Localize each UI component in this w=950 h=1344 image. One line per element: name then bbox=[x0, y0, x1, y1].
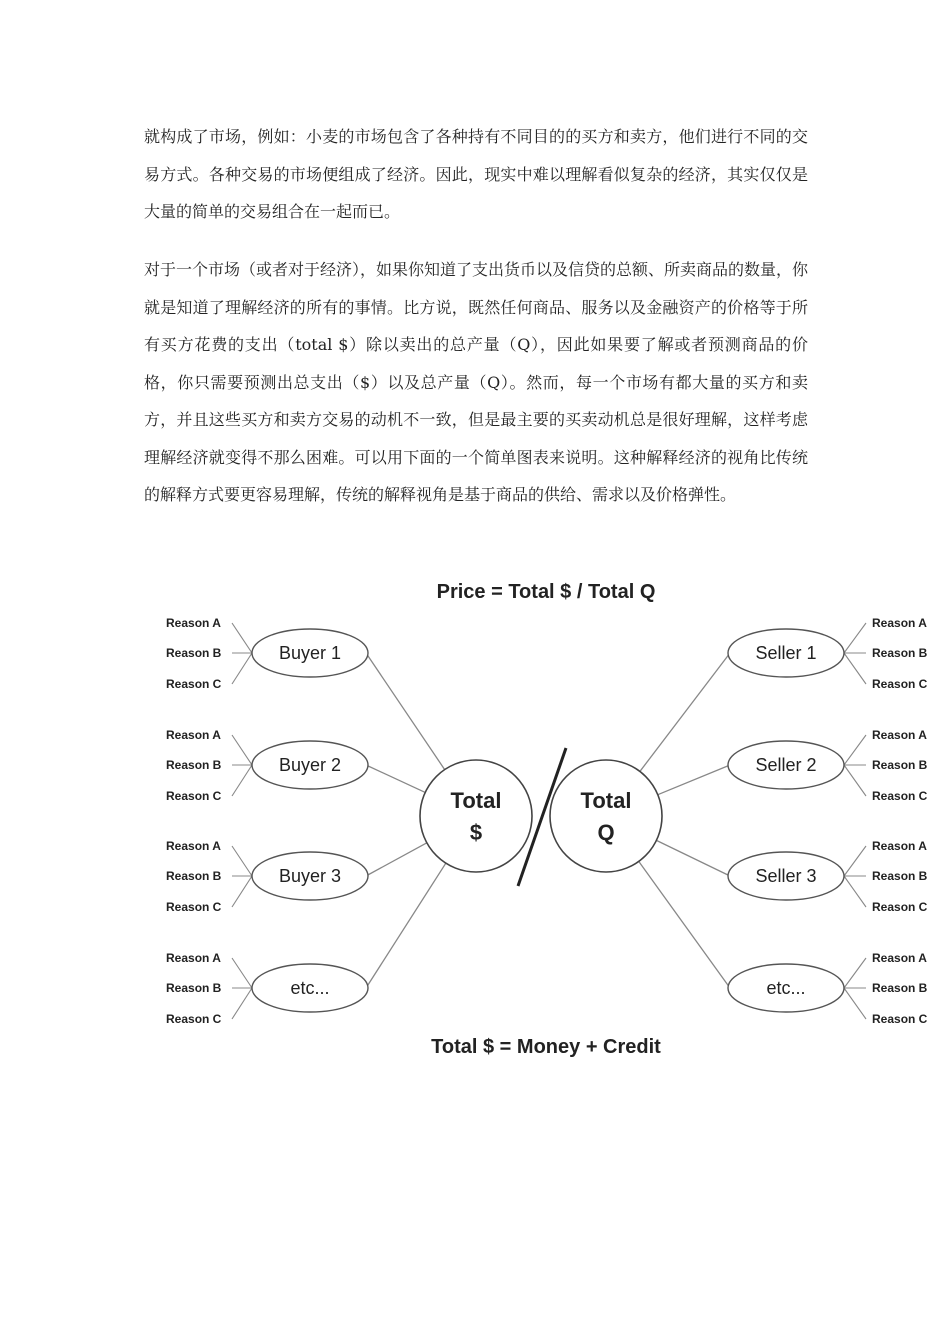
total-quantity-label: Total bbox=[580, 788, 632, 813]
reason-line bbox=[844, 653, 866, 684]
reason-label: Reason C bbox=[872, 1012, 928, 1026]
connector-line bbox=[366, 863, 446, 988]
reason-line bbox=[232, 876, 252, 907]
market-diagram bbox=[0, 560, 950, 1070]
reason-label: Reason C bbox=[166, 1012, 222, 1026]
reason-line bbox=[844, 765, 866, 796]
reason-line bbox=[844, 876, 866, 907]
total-money-symbol: $ bbox=[469, 820, 483, 845]
reason-label: Reason B bbox=[872, 646, 928, 660]
connector-line bbox=[656, 840, 730, 876]
reason-label: Reason B bbox=[166, 981, 222, 995]
reason-label: Reason A bbox=[166, 616, 221, 630]
reason-line bbox=[844, 623, 866, 653]
reason-label: Reason A bbox=[166, 728, 221, 742]
reason-label: Reason C bbox=[166, 677, 222, 691]
reason-line bbox=[232, 735, 252, 765]
paragraph-2: 对于一个市场（或者对于经济），如果你知道了支出货币以及信贷的总额、所卖商品的数量，你就是知道了理解经济的所有的事情。比方说，既然任何商品、服务以及金融资产的价格等于所有买方花费的支出（total $）除以卖出的总产量（Q），因此如果要了解或者预测商品的价格，你只需要预测出总支出（$）以及总产量（Q）。然而，每一个市场有都大量的买方和卖方，并且这些买方和卖方交易的动机不一致，但是最主要的买卖动机总是很好理解，这样考虑理解经济就变得不那么困难。可以用下面的一个简单图表来说明。这种解释经济的视角比传统的解释方式要更容易理解，传统的解释视角是基于商品的供给、需求以及价格弹性。 bbox=[144, 260, 809, 504]
reason-label: Reason C bbox=[872, 900, 928, 914]
reason-line bbox=[844, 735, 866, 765]
total-quantity-circle bbox=[550, 760, 662, 872]
buyer-label: Buyer 3 bbox=[278, 866, 342, 886]
reason-line bbox=[232, 988, 252, 1019]
connector-line bbox=[640, 653, 730, 771]
buyer-label: Buyer 2 bbox=[278, 755, 342, 775]
paragraph-1: 就构成了市场，例如：小麦的市场包含了各种持有不同目的的买方和卖方，他们进行不同的交易方式。各种交易的市场便组成了经济。因此，现实中难以理解看似复杂的经济，其实仅仅是大量的简单的交易组合在一起而已。 bbox=[144, 127, 808, 221]
connector-line bbox=[366, 843, 427, 876]
reason-line bbox=[232, 765, 252, 796]
total-money-label: Total bbox=[450, 788, 502, 813]
reason-line bbox=[844, 988, 866, 1019]
reason-line bbox=[844, 958, 866, 988]
reason-label: Reason A bbox=[166, 839, 221, 853]
reason-label: Reason C bbox=[166, 900, 222, 914]
total-formula: Total $ = Money + Credit bbox=[431, 1036, 661, 1058]
seller-label: Seller 2 bbox=[755, 755, 817, 775]
reason-label: Reason A bbox=[872, 616, 927, 630]
reason-line bbox=[232, 846, 252, 876]
connector-line bbox=[366, 765, 425, 792]
reason-label: Reason A bbox=[872, 728, 927, 742]
connector-line bbox=[366, 653, 445, 770]
buyer-label: Buyer 1 bbox=[278, 643, 342, 663]
reason-label: Reason C bbox=[166, 789, 222, 803]
seller-label: etc... bbox=[766, 978, 806, 998]
connector-line bbox=[658, 765, 730, 795]
reason-label: Reason B bbox=[166, 869, 222, 883]
total-quantity-symbol: Q bbox=[597, 820, 615, 845]
total-money-circle bbox=[420, 760, 532, 872]
seller-label: Seller 1 bbox=[755, 643, 817, 663]
reason-line bbox=[232, 958, 252, 988]
reason-label: Reason A bbox=[166, 951, 221, 965]
reason-label: Reason B bbox=[166, 646, 222, 660]
price-formula: Price = Total $ / Total Q bbox=[436, 581, 656, 603]
reason-label: Reason A bbox=[872, 839, 927, 853]
reason-label: Reason A bbox=[872, 951, 927, 965]
reason-label: Reason B bbox=[872, 869, 928, 883]
reason-label: Reason B bbox=[872, 758, 928, 772]
reason-line bbox=[232, 623, 252, 653]
buyer-label: etc... bbox=[290, 978, 330, 998]
reason-line bbox=[232, 653, 252, 684]
reason-label: Reason C bbox=[872, 677, 928, 691]
connector-line bbox=[639, 861, 730, 988]
reason-line bbox=[844, 846, 866, 876]
reason-label: Reason C bbox=[872, 789, 928, 803]
reason-label: Reason B bbox=[166, 758, 222, 772]
reason-label: Reason B bbox=[872, 981, 928, 995]
seller-label: Seller 3 bbox=[755, 866, 817, 886]
